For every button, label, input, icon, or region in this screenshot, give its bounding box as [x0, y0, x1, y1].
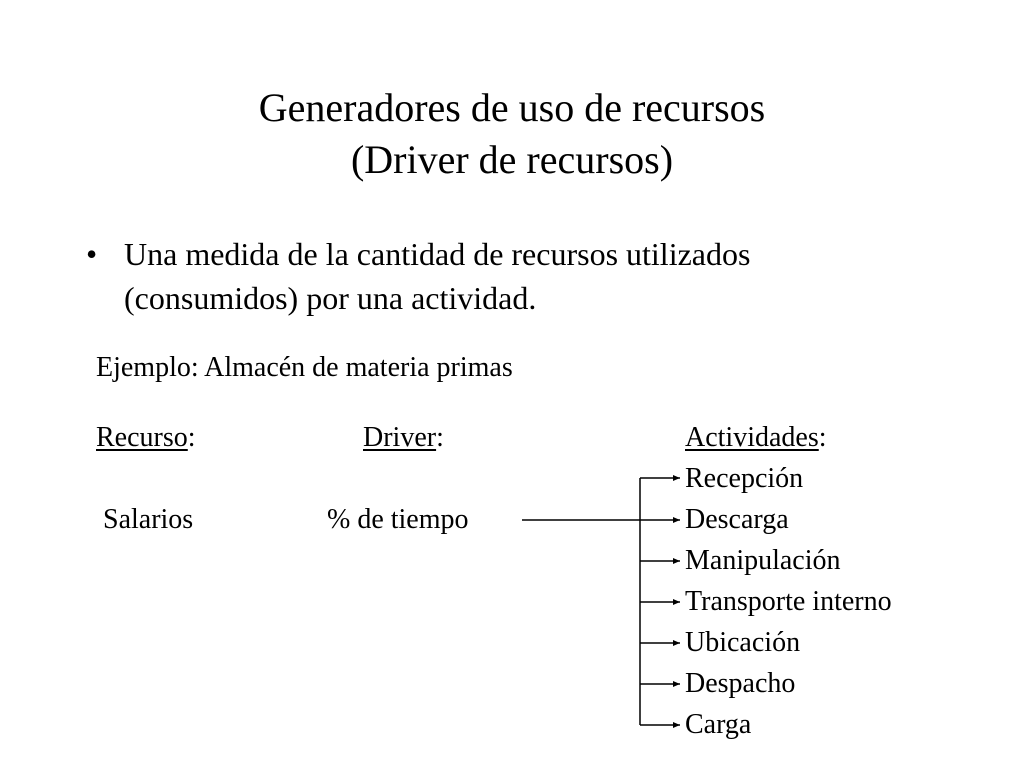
activity-item: Despacho: [685, 668, 796, 699]
activities-header-colon: :: [818, 422, 827, 453]
driver-header-label: Driver: [363, 422, 437, 453]
activity-item: Carga: [685, 709, 752, 740]
example-value: Almacén de materia primas: [198, 352, 513, 383]
activity-item: Manipulación: [685, 545, 841, 576]
resource-header-label: Recurso: [96, 422, 188, 453]
activity-item: Ubicación: [685, 627, 801, 658]
resource-value: Salarios: [103, 504, 194, 535]
bullet-symbol: •: [86, 236, 98, 272]
activity-item: Descarga: [685, 504, 789, 535]
driver-value: % de tiempo: [327, 504, 469, 535]
activities-header-label: Actividades: [685, 422, 819, 453]
example-label: Ejemplo: [96, 352, 191, 383]
activity-item: Transporte interno: [685, 586, 892, 617]
driver-header-colon: :: [436, 422, 444, 453]
activity-item: Recepción: [685, 463, 804, 494]
bullet-line-2: (consumidos) por una actividad.: [124, 280, 537, 316]
bullet-line-1: Una medida de la cantidad de recursos utilizados: [124, 236, 751, 272]
slide-title-line-2: (Driver de recursos): [350, 137, 674, 182]
resource-header-colon: :: [187, 422, 196, 453]
slide-title-line-1: Generadores de uso de recursos: [258, 85, 766, 130]
example-colon: :: [190, 352, 199, 383]
